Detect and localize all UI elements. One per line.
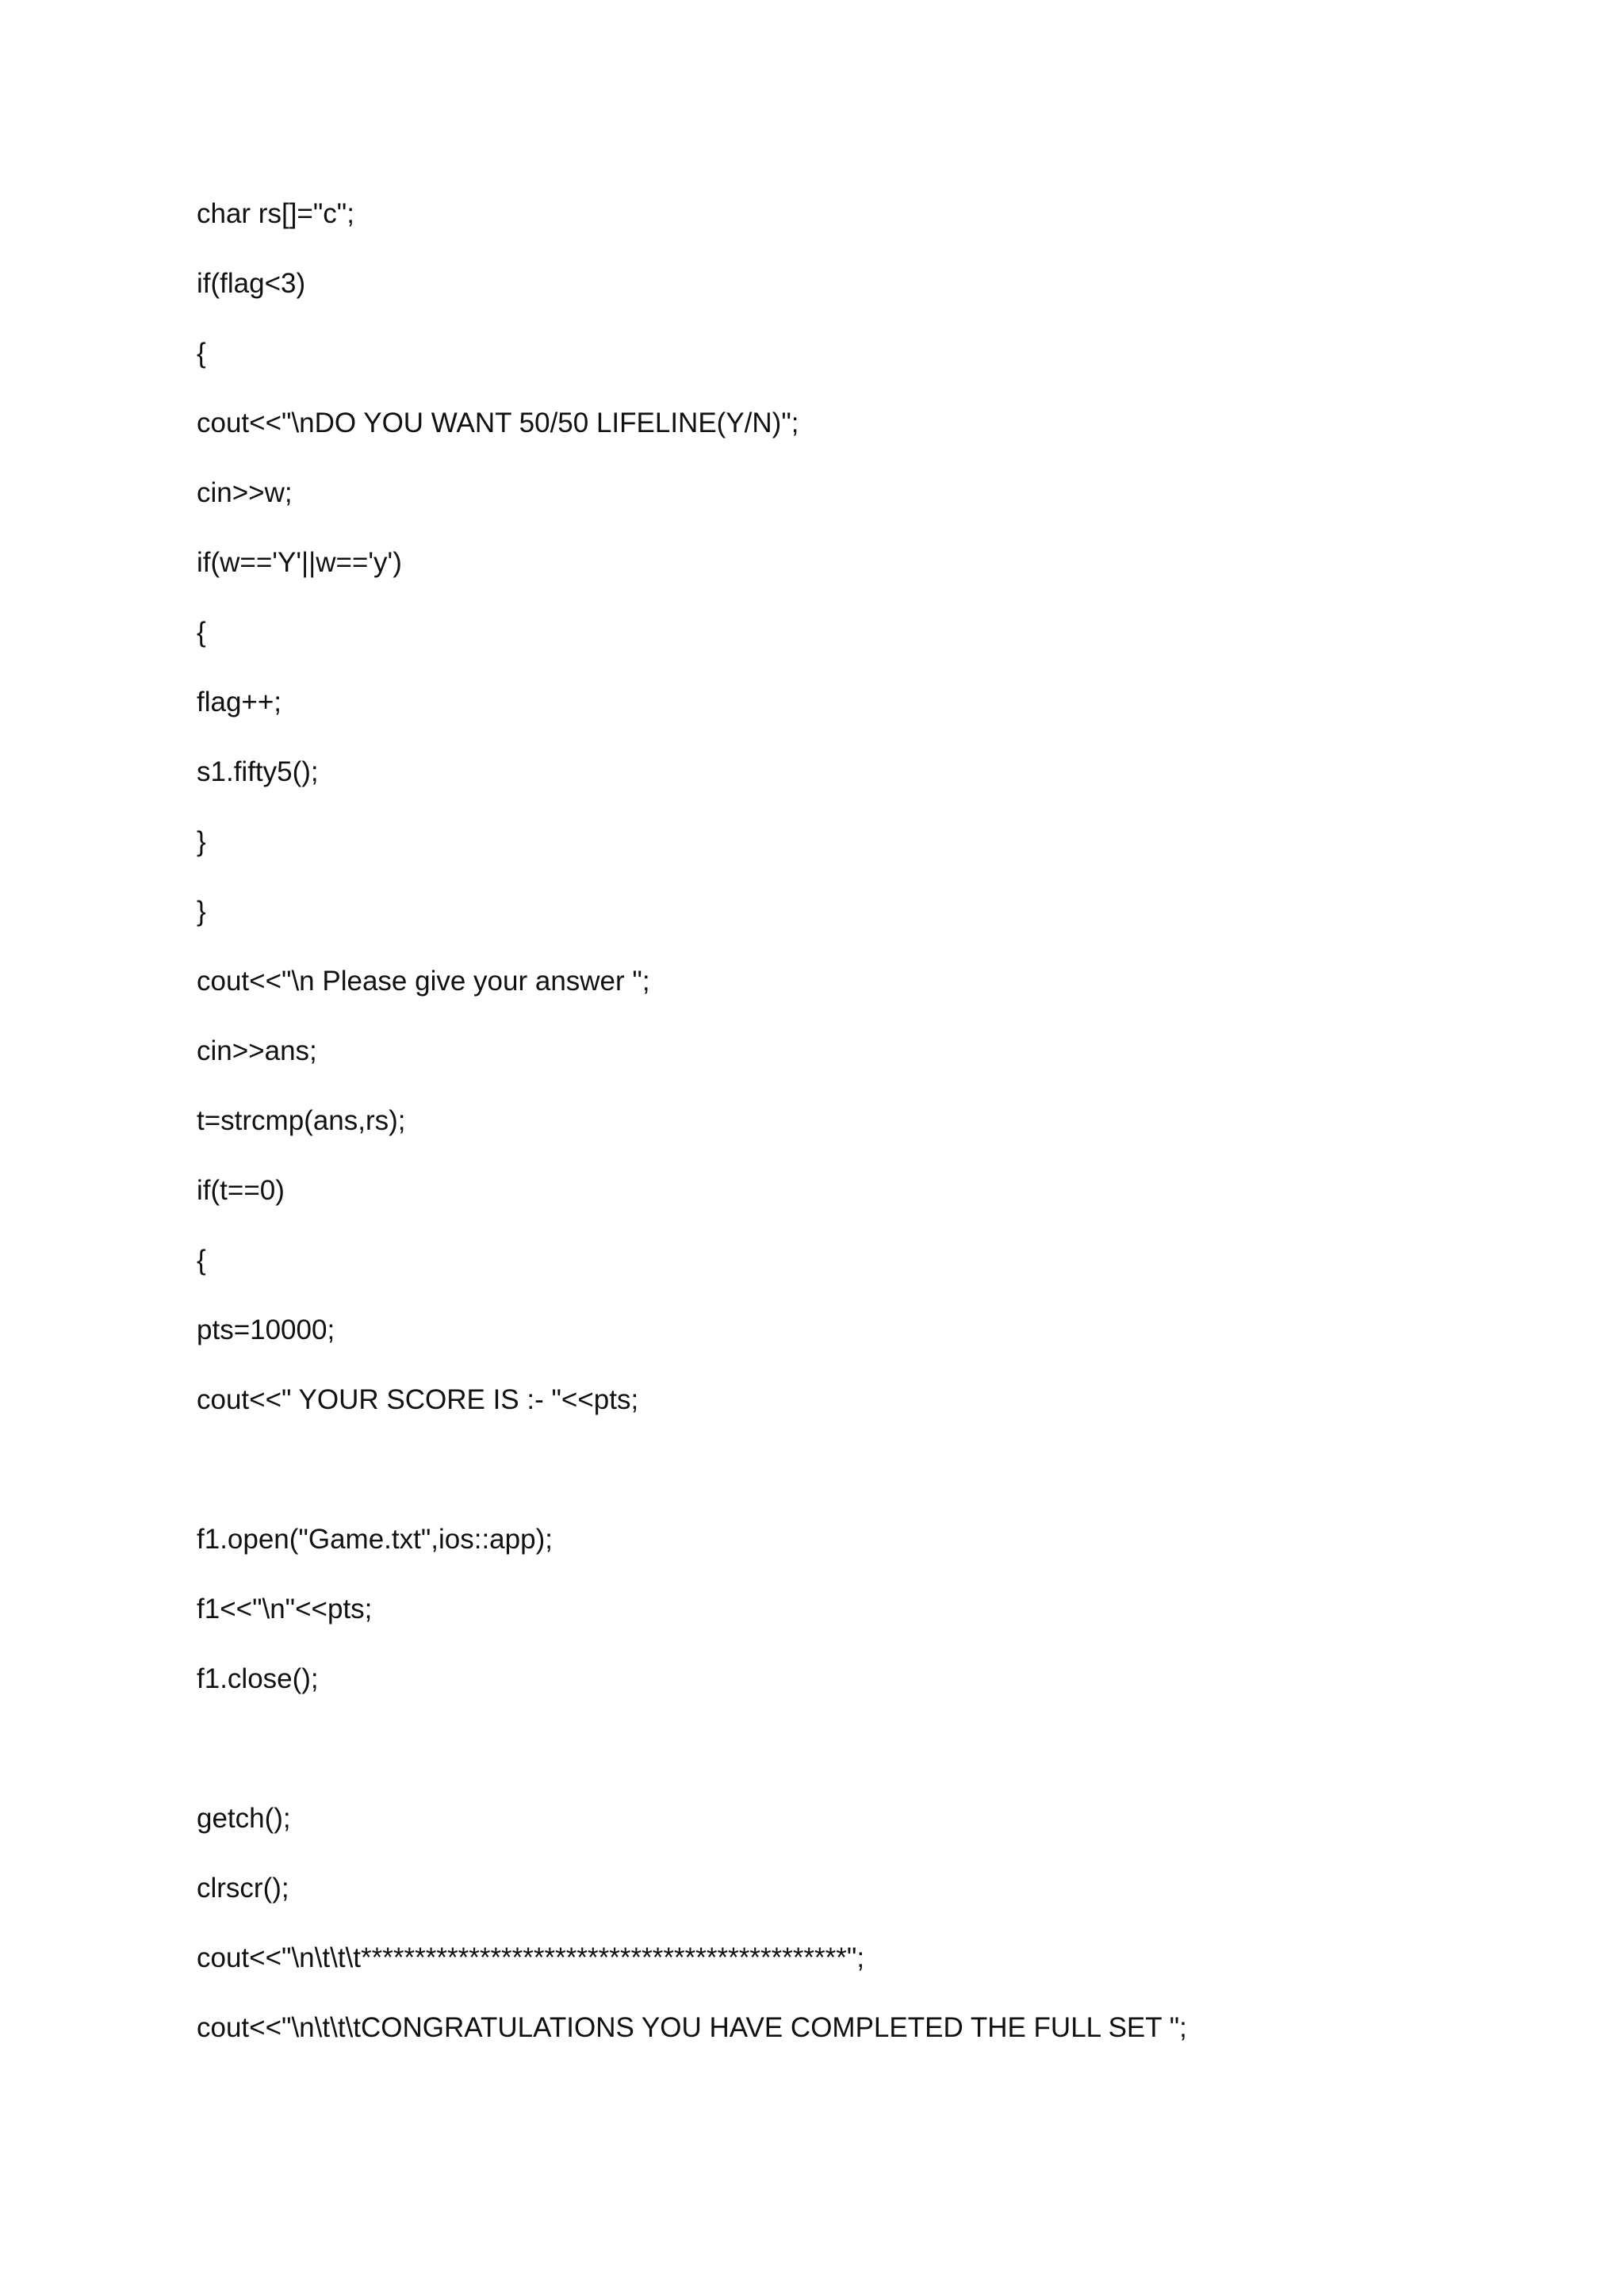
code-line: cout<<"\nDO YOU WANT 50/50 LIFELINE(Y/N)"; xyxy=(197,408,799,438)
code-line: } xyxy=(197,826,206,857)
code-line: t=strcmp(ans,rs); xyxy=(197,1105,406,1136)
code-line: cout<<"\n\t\t\t*********************************************"; xyxy=(197,1942,865,1973)
code-line: if(flag<3) xyxy=(197,268,306,299)
code-line: pts=10000; xyxy=(197,1314,335,1345)
code-line: cin>>ans; xyxy=(197,1035,317,1066)
code-line: if(t==0) xyxy=(197,1175,285,1206)
code-line: cout<<"\n Please give your answer "; xyxy=(197,966,650,997)
code-line: { xyxy=(197,617,206,648)
code-line: char rs[]="c"; xyxy=(197,198,354,229)
code-line: f1.close(); xyxy=(197,1663,319,1694)
code-line: s1.fifty5(); xyxy=(197,756,319,787)
code-line: } xyxy=(197,896,206,927)
code-line: flag++; xyxy=(197,687,282,718)
code-line: { xyxy=(197,1245,206,1276)
code-line: if(w=='Y'||w=='y') xyxy=(197,547,402,578)
code-line: cin>>w; xyxy=(197,477,293,508)
code-line: { xyxy=(197,338,206,369)
code-line: cout<<"\n\t\t\tCONGRATULATIONS YOU HAVE COMPLETED THE FULL SET "; xyxy=(197,2012,1187,2043)
code-line: getch(); xyxy=(197,1803,291,1834)
code-line: f1<<"\n"<<pts; xyxy=(197,1594,373,1624)
code-line: cout<<" YOUR SCORE IS :- "<<pts; xyxy=(197,1384,639,1415)
code-line: f1.open("Game.txt",ios::app); xyxy=(197,1524,553,1555)
code-line: clrscr(); xyxy=(197,1873,289,1904)
